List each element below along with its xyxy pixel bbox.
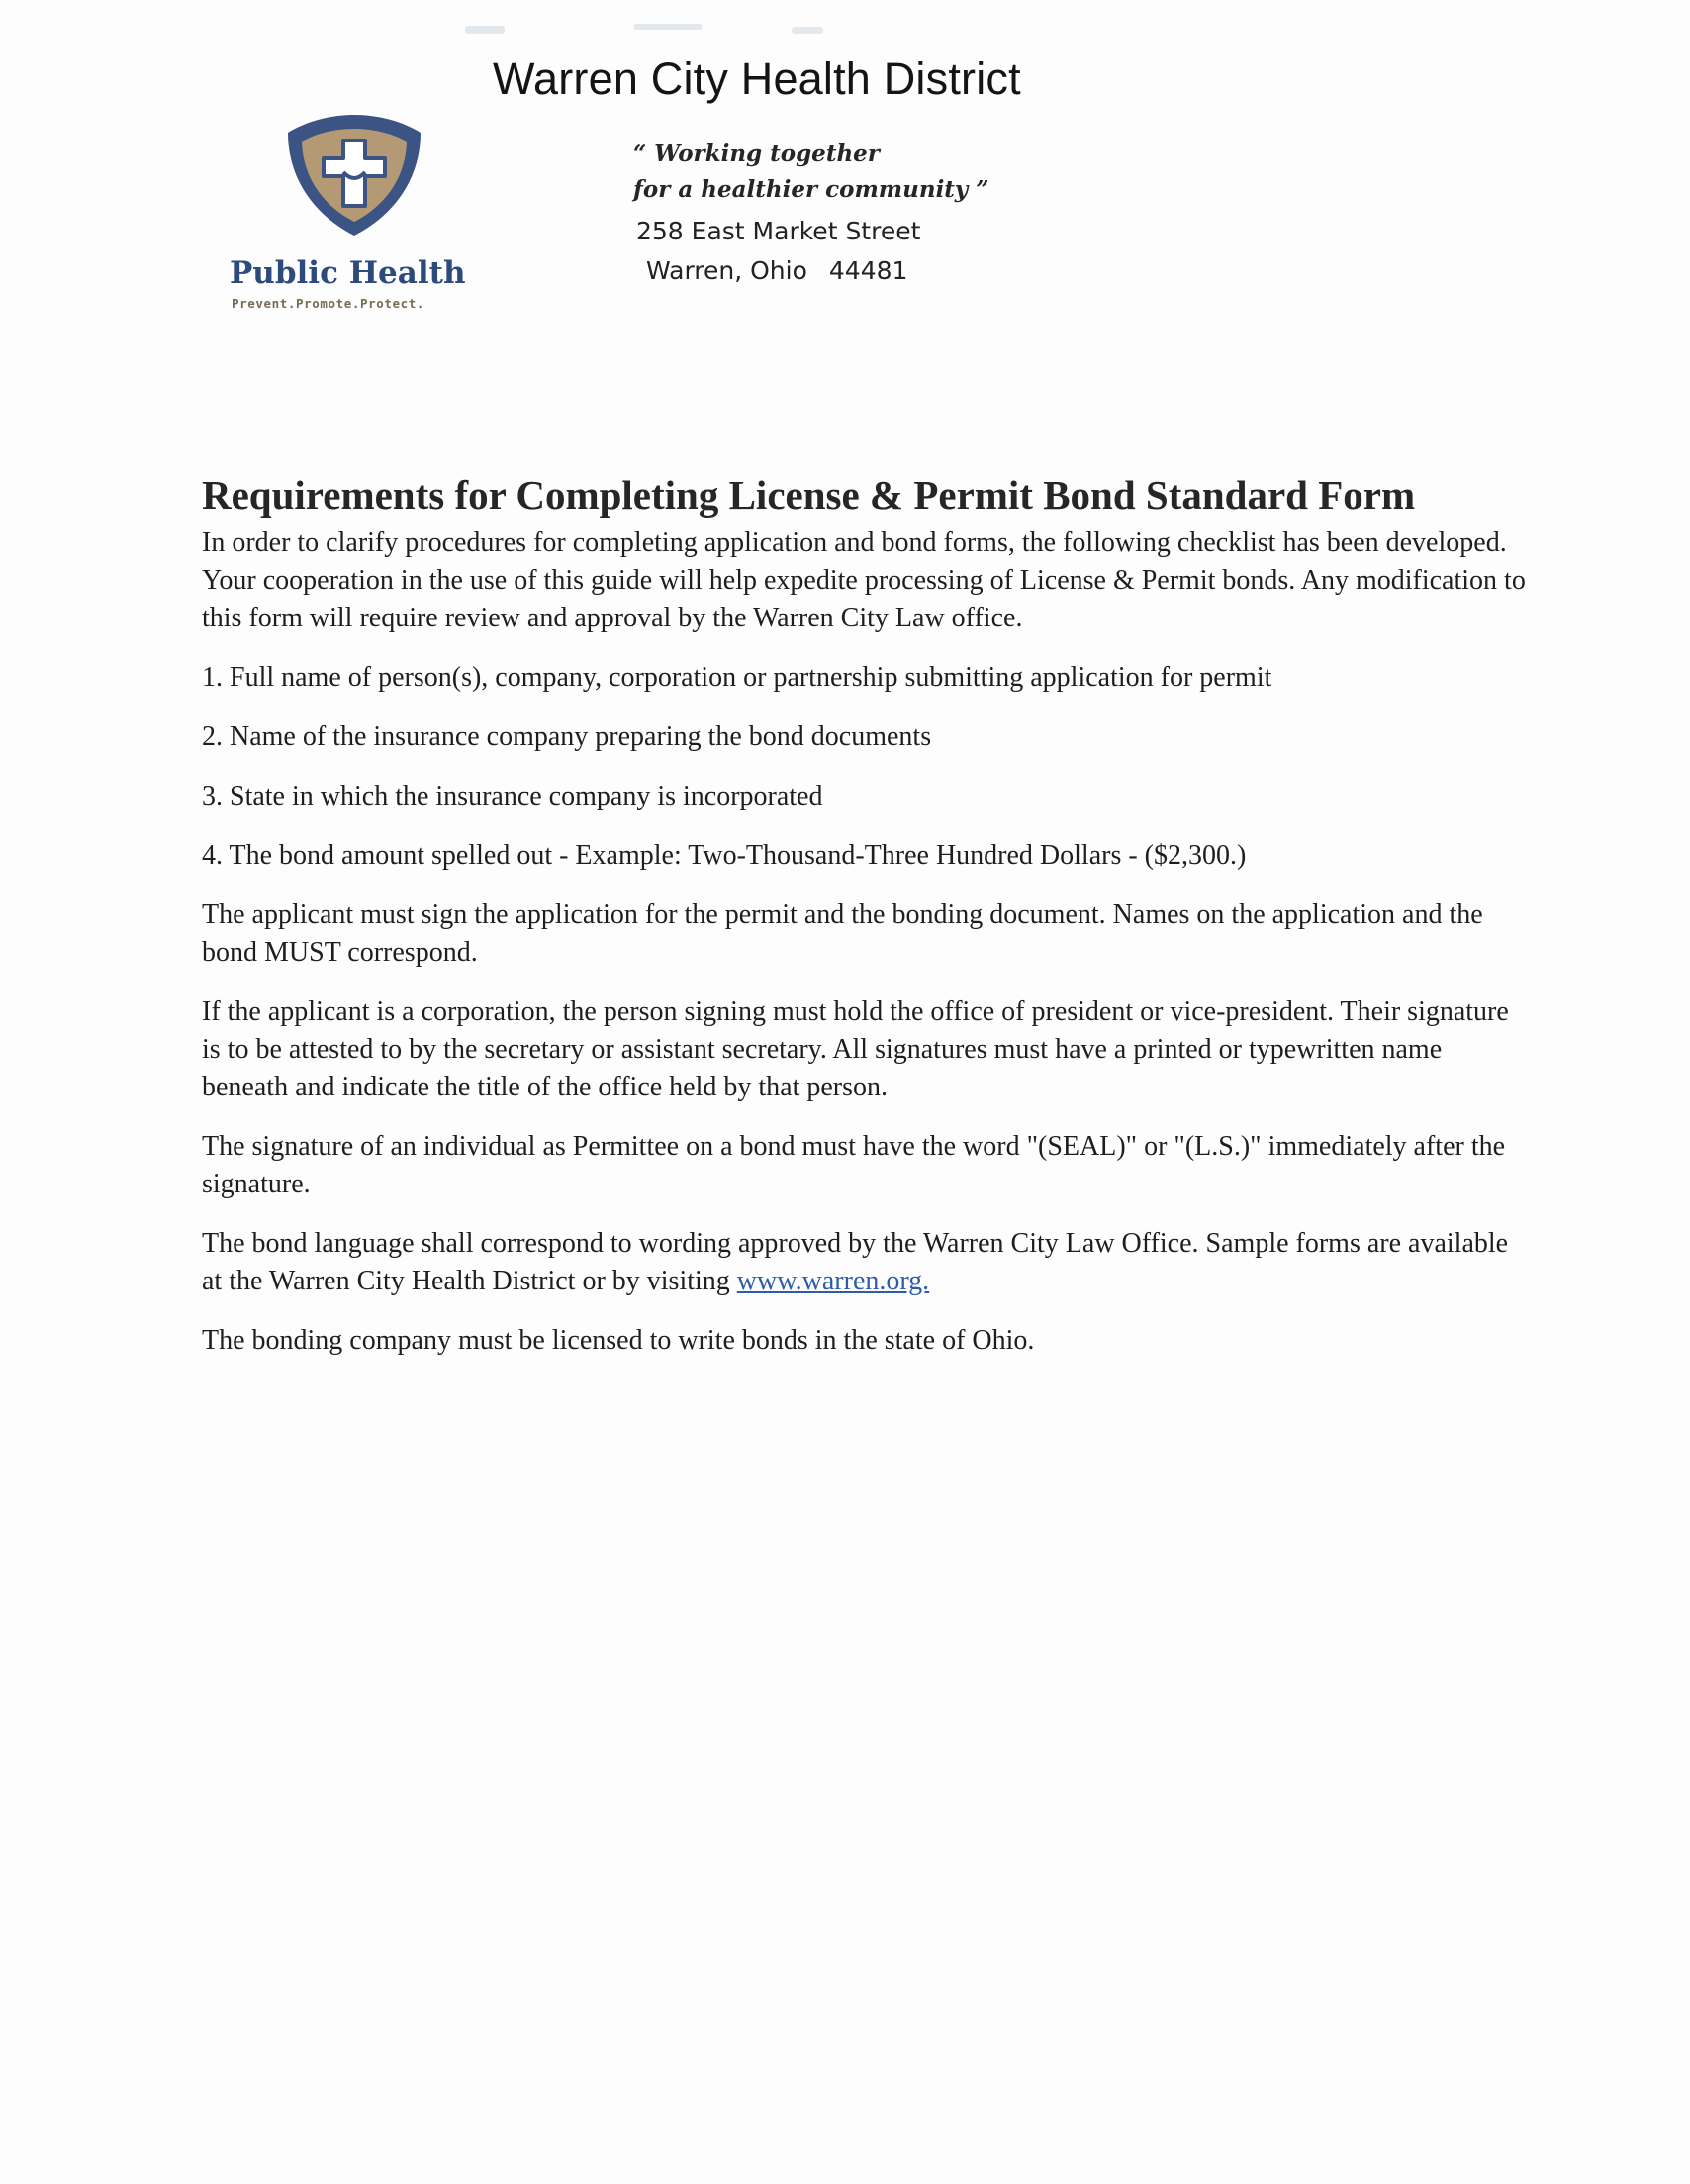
- address-zip: 44481: [828, 256, 908, 285]
- logo-title: Public Health: [230, 255, 466, 291]
- scan-artifact: [792, 27, 823, 34]
- motto: [633, 137, 989, 208]
- logo-tagline: Prevent.Promote.Protect.: [232, 296, 425, 311]
- bond-language-paragraph: [202, 1225, 1528, 1300]
- bond-language-text: The bond language shall correspond to wording approved by the Warren City Law Office. Sample forms are available at the Warren City Health District or by visiting: [202, 1228, 1509, 1296]
- seal-paragraph: The signature of an individual as Permittee on a bond must have the word "(SEAL)" or "(L.S.)" immediately after the signature.: [202, 1131, 1506, 1199]
- licensing-paragraph: The bonding company must be licensed to write bonds in the state of Ohio.: [202, 1325, 1035, 1356]
- org-name: Warren City Health District: [493, 53, 1021, 104]
- website-link[interactable]: www.warren.org.: [736, 1266, 930, 1296]
- document-title: Requirements for Completing License & Permit Bond Standard Form: [202, 472, 1416, 518]
- scan-artifact: [465, 26, 505, 34]
- corporation-paragraph: If the applicant is a corporation, the person signing must hold the office of president or vice-president. Their signature is to be attested to by the secretary or assistant secretary. All signatures must have a printed or typewritten name beneath and indicate the title of the office held by that person.: [202, 997, 1509, 1102]
- motto-line-2: for a healthier community ”: [633, 176, 989, 203]
- list-item: 4. The bond amount spelled out - Example: Two-Thousand-Three Hundred Dollars - ($2,300.): [202, 840, 1247, 871]
- address-street: 258 East Market Street: [636, 217, 921, 245]
- list-item: 2. Name of the insurance company preparing the bond documents: [202, 721, 932, 752]
- shield-cross-icon: [284, 111, 424, 239]
- signing-paragraph: The applicant must sign the application for the permit and the bonding document. Names on the application and the bond MUST correspond.: [202, 900, 1483, 968]
- list-item: 3. State in which the insurance company is incorporated: [202, 781, 823, 811]
- document-body: [202, 467, 1528, 1381]
- public-health-logo: [230, 111, 487, 319]
- intro-paragraph: In order to clarify procedures for completing application and bond forms, the following checklist has been developed. Your cooperation in the use of this guide will help expedite processing of License & Permit bonds. Any modification to this form will require review and approval by the Warren City Law office.: [202, 527, 1526, 633]
- requirements-list: [202, 659, 1528, 875]
- address-block: [636, 212, 920, 291]
- list-item: 1. Full name of person(s), company, corporation or partnership submitting application for permit: [202, 662, 1272, 693]
- scan-artifact: [633, 24, 703, 30]
- motto-line-1: “ Working together: [633, 141, 880, 167]
- address-city: Warren, Ohio: [646, 256, 807, 285]
- address-city-line: [636, 251, 920, 291]
